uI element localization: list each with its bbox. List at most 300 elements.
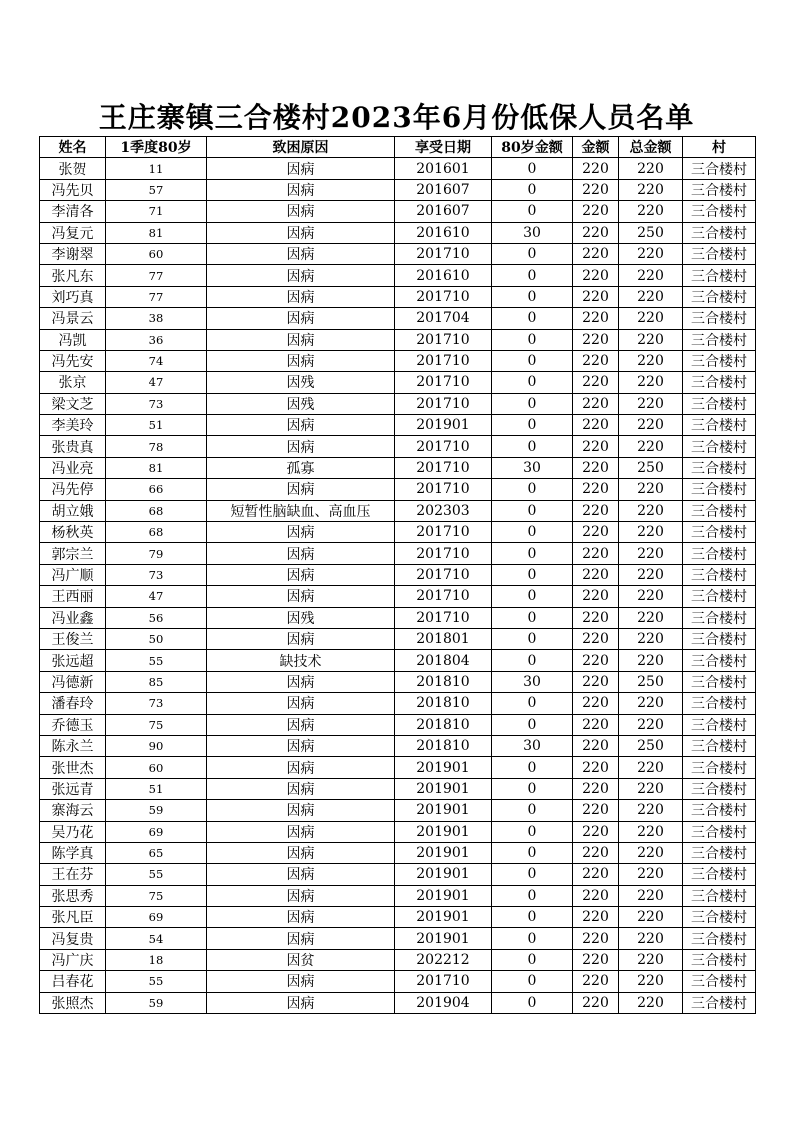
cell-poverty-cause: 因病 <box>207 628 395 649</box>
cell-age80-amount: 0 <box>492 179 573 200</box>
cell-village: 三合楼村 <box>683 479 756 500</box>
cell-start-date: 201901 <box>395 885 492 906</box>
cell-amount: 220 <box>573 778 619 799</box>
cell-total-amount: 220 <box>619 650 683 671</box>
cell-total-amount: 220 <box>619 479 683 500</box>
cell-village: 三合楼村 <box>683 543 756 564</box>
cell-age80-amount: 0 <box>492 757 573 778</box>
cell-age80-amount: 0 <box>492 265 573 286</box>
cell-total-amount: 220 <box>619 179 683 200</box>
cell-village: 三合楼村 <box>683 928 756 949</box>
table-row <box>40 885 756 906</box>
cell-village: 三合楼村 <box>683 885 756 906</box>
cell-name: 李谢翠 <box>40 243 106 264</box>
cell-village: 三合楼村 <box>683 714 756 735</box>
cell-q1-80: 66 <box>106 479 207 500</box>
table-row <box>40 158 756 179</box>
cell-poverty-cause: 因病 <box>207 564 395 585</box>
cell-poverty-cause: 因病 <box>207 992 395 1013</box>
cell-age80-amount: 0 <box>492 500 573 521</box>
cell-age80-amount: 30 <box>492 671 573 692</box>
cell-total-amount: 220 <box>619 928 683 949</box>
cell-total-amount: 220 <box>619 842 683 863</box>
cell-village: 三合楼村 <box>683 243 756 264</box>
cell-age80-amount: 0 <box>492 436 573 457</box>
table-row <box>40 778 756 799</box>
cell-amount: 220 <box>573 179 619 200</box>
cell-name: 王西丽 <box>40 586 106 607</box>
cell-start-date: 201710 <box>395 586 492 607</box>
cell-poverty-cause: 缺技术 <box>207 650 395 671</box>
cell-start-date: 201710 <box>395 564 492 585</box>
cell-total-amount: 220 <box>619 350 683 371</box>
cell-name: 王俊兰 <box>40 628 106 649</box>
cell-poverty-cause: 因病 <box>207 821 395 842</box>
cell-total-amount: 220 <box>619 757 683 778</box>
cell-name: 张远超 <box>40 650 106 671</box>
cell-village: 三合楼村 <box>683 265 756 286</box>
cell-amount: 220 <box>573 308 619 329</box>
cell-q1-80: 73 <box>106 693 207 714</box>
cell-q1-80: 56 <box>106 607 207 628</box>
cell-poverty-cause: 短暂性脑缺血、高血压 <box>207 500 395 521</box>
cell-name: 冯复元 <box>40 222 106 243</box>
cell-poverty-cause: 因病 <box>207 415 395 436</box>
cell-amount: 220 <box>573 436 619 457</box>
cell-poverty-cause: 因病 <box>207 735 395 756</box>
cell-total-amount: 220 <box>619 372 683 393</box>
cell-poverty-cause: 因病 <box>207 971 395 992</box>
cell-name: 张京 <box>40 372 106 393</box>
cell-village: 三合楼村 <box>683 586 756 607</box>
cell-start-date: 201901 <box>395 757 492 778</box>
cell-start-date: 201710 <box>395 607 492 628</box>
cell-q1-80: 81 <box>106 222 207 243</box>
cell-age80-amount: 0 <box>492 650 573 671</box>
cell-start-date: 201901 <box>395 928 492 949</box>
cell-village: 三合楼村 <box>683 393 756 414</box>
table-row <box>40 949 756 970</box>
cell-age80-amount: 0 <box>492 928 573 949</box>
cell-poverty-cause: 孤寡 <box>207 457 395 478</box>
cell-poverty-cause: 因病 <box>207 907 395 928</box>
cell-name: 寨海云 <box>40 800 106 821</box>
table-row <box>40 842 756 863</box>
cell-start-date: 201704 <box>395 308 492 329</box>
cell-q1-80: 65 <box>106 842 207 863</box>
cell-total-amount: 220 <box>619 286 683 307</box>
cell-name: 乔德玉 <box>40 714 106 735</box>
cell-name: 梁文芝 <box>40 393 106 414</box>
cell-name: 冯凯 <box>40 329 106 350</box>
cell-village: 三合楼村 <box>683 949 756 970</box>
cell-age80-amount: 0 <box>492 158 573 179</box>
cell-age80-amount: 30 <box>492 222 573 243</box>
cell-age80-amount: 0 <box>492 586 573 607</box>
cell-age80-amount: 0 <box>492 842 573 863</box>
cell-age80-amount: 30 <box>492 457 573 478</box>
subsistence-roster-table <box>39 136 756 1014</box>
cell-amount: 220 <box>573 286 619 307</box>
cell-total-amount: 220 <box>619 415 683 436</box>
cell-q1-80: 11 <box>106 158 207 179</box>
table-row <box>40 821 756 842</box>
cell-name: 张贵真 <box>40 436 106 457</box>
cell-poverty-cause: 因病 <box>207 222 395 243</box>
cell-name: 张照杰 <box>40 992 106 1013</box>
cell-total-amount: 220 <box>619 907 683 928</box>
cell-start-date: 201601 <box>395 158 492 179</box>
cell-start-date: 201710 <box>395 479 492 500</box>
cell-start-date: 201901 <box>395 800 492 821</box>
cell-start-date: 201810 <box>395 671 492 692</box>
cell-total-amount: 220 <box>619 885 683 906</box>
cell-amount: 220 <box>573 693 619 714</box>
cell-age80-amount: 0 <box>492 415 573 436</box>
table-header-row <box>40 137 756 158</box>
cell-age80-amount: 0 <box>492 243 573 264</box>
cell-name: 张远青 <box>40 778 106 799</box>
document-title: 王庄寨镇三合楼村2023年6月份低保人员名单 <box>98 101 695 134</box>
cell-start-date: 201904 <box>395 992 492 1013</box>
cell-q1-80: 60 <box>106 243 207 264</box>
cell-village: 三合楼村 <box>683 907 756 928</box>
cell-age80-amount: 0 <box>492 949 573 970</box>
cell-q1-80: 69 <box>106 821 207 842</box>
cell-total-amount: 220 <box>619 543 683 564</box>
cell-q1-80: 55 <box>106 864 207 885</box>
table-row <box>40 800 756 821</box>
cell-name: 张凡臣 <box>40 907 106 928</box>
cell-start-date: 201610 <box>395 265 492 286</box>
cell-poverty-cause: 因病 <box>207 329 395 350</box>
cell-name: 冯德新 <box>40 671 106 692</box>
cell-total-amount: 220 <box>619 778 683 799</box>
cell-q1-80: 59 <box>106 800 207 821</box>
cell-poverty-cause: 因病 <box>207 778 395 799</box>
cell-age80-amount: 0 <box>492 201 573 222</box>
cell-amount: 220 <box>573 500 619 521</box>
cell-total-amount: 220 <box>619 971 683 992</box>
cell-q1-80: 69 <box>106 907 207 928</box>
cell-q1-80: 38 <box>106 308 207 329</box>
cell-name: 潘春玲 <box>40 693 106 714</box>
cell-total-amount: 220 <box>619 201 683 222</box>
cell-start-date: 202303 <box>395 500 492 521</box>
cell-total-amount: 220 <box>619 243 683 264</box>
cell-poverty-cause: 因残 <box>207 607 395 628</box>
cell-poverty-cause: 因病 <box>207 201 395 222</box>
cell-age80-amount: 0 <box>492 479 573 500</box>
cell-name: 陈永兰 <box>40 735 106 756</box>
cell-total-amount: 220 <box>619 265 683 286</box>
table-row <box>40 607 756 628</box>
cell-amount: 220 <box>573 992 619 1013</box>
cell-age80-amount: 0 <box>492 693 573 714</box>
cell-q1-80: 75 <box>106 885 207 906</box>
cell-poverty-cause: 因病 <box>207 671 395 692</box>
cell-age80-amount: 0 <box>492 522 573 543</box>
cell-start-date: 201710 <box>395 372 492 393</box>
cell-village: 三合楼村 <box>683 864 756 885</box>
table-row <box>40 243 756 264</box>
cell-village: 三合楼村 <box>683 778 756 799</box>
cell-q1-80: 68 <box>106 500 207 521</box>
header-village: 村 <box>683 137 756 158</box>
cell-name: 冯景云 <box>40 308 106 329</box>
cell-total-amount: 250 <box>619 735 683 756</box>
cell-name: 张贺 <box>40 158 106 179</box>
header-start-date: 享受日期 <box>395 137 492 158</box>
cell-start-date: 201710 <box>395 329 492 350</box>
cell-poverty-cause: 因病 <box>207 286 395 307</box>
cell-village: 三合楼村 <box>683 971 756 992</box>
cell-total-amount: 220 <box>619 564 683 585</box>
cell-amount: 220 <box>573 800 619 821</box>
cell-amount: 220 <box>573 842 619 863</box>
cell-village: 三合楼村 <box>683 457 756 478</box>
cell-q1-80: 77 <box>106 286 207 307</box>
cell-total-amount: 220 <box>619 500 683 521</box>
cell-poverty-cause: 因病 <box>207 158 395 179</box>
cell-name: 冯复贵 <box>40 928 106 949</box>
cell-poverty-cause: 因病 <box>207 543 395 564</box>
cell-poverty-cause: 因病 <box>207 436 395 457</box>
cell-age80-amount: 0 <box>492 393 573 414</box>
cell-age80-amount: 0 <box>492 372 573 393</box>
cell-start-date: 201607 <box>395 179 492 200</box>
cell-name: 王在芬 <box>40 864 106 885</box>
cell-total-amount: 220 <box>619 329 683 350</box>
cell-poverty-cause: 因病 <box>207 885 395 906</box>
table-row <box>40 179 756 200</box>
header-q1-80: 1季度80岁 <box>106 137 207 158</box>
cell-amount: 220 <box>573 543 619 564</box>
cell-start-date: 201710 <box>395 457 492 478</box>
table-row <box>40 436 756 457</box>
cell-q1-80: 81 <box>106 457 207 478</box>
cell-q1-80: 51 <box>106 778 207 799</box>
cell-poverty-cause: 因病 <box>207 243 395 264</box>
cell-village: 三合楼村 <box>683 607 756 628</box>
cell-amount: 220 <box>573 457 619 478</box>
cell-amount: 220 <box>573 586 619 607</box>
cell-village: 三合楼村 <box>683 564 756 585</box>
cell-age80-amount: 0 <box>492 971 573 992</box>
cell-name: 张世杰 <box>40 757 106 778</box>
cell-village: 三合楼村 <box>683 372 756 393</box>
cell-name: 张思秀 <box>40 885 106 906</box>
table-row <box>40 864 756 885</box>
cell-age80-amount: 0 <box>492 543 573 564</box>
table-row <box>40 479 756 500</box>
cell-start-date: 201901 <box>395 778 492 799</box>
cell-amount: 220 <box>573 821 619 842</box>
cell-amount: 220 <box>573 671 619 692</box>
cell-start-date: 201610 <box>395 222 492 243</box>
cell-name: 吴乃花 <box>40 821 106 842</box>
cell-poverty-cause: 因病 <box>207 350 395 371</box>
cell-name: 冯业鑫 <box>40 607 106 628</box>
cell-poverty-cause: 因病 <box>207 265 395 286</box>
cell-age80-amount: 0 <box>492 714 573 735</box>
header-poverty-cause: 致困原因 <box>207 137 395 158</box>
cell-total-amount: 220 <box>619 586 683 607</box>
cell-q1-80: 60 <box>106 757 207 778</box>
cell-q1-80: 55 <box>106 971 207 992</box>
cell-start-date: 201710 <box>395 393 492 414</box>
table-row <box>40 457 756 478</box>
cell-total-amount: 220 <box>619 308 683 329</box>
cell-poverty-cause: 因残 <box>207 372 395 393</box>
cell-total-amount: 220 <box>619 864 683 885</box>
cell-q1-80: 75 <box>106 714 207 735</box>
table-row <box>40 265 756 286</box>
table-row <box>40 757 756 778</box>
cell-poverty-cause: 因病 <box>207 928 395 949</box>
cell-total-amount: 220 <box>619 522 683 543</box>
cell-name: 冯广庆 <box>40 949 106 970</box>
cell-total-amount: 250 <box>619 671 683 692</box>
cell-amount: 220 <box>573 329 619 350</box>
cell-q1-80: 51 <box>106 415 207 436</box>
cell-age80-amount: 0 <box>492 607 573 628</box>
cell-age80-amount: 0 <box>492 564 573 585</box>
table-row <box>40 286 756 307</box>
cell-age80-amount: 0 <box>492 885 573 906</box>
cell-name: 冯先贝 <box>40 179 106 200</box>
cell-age80-amount: 0 <box>492 864 573 885</box>
table-row <box>40 543 756 564</box>
cell-q1-80: 59 <box>106 992 207 1013</box>
cell-name: 张凡东 <box>40 265 106 286</box>
cell-amount: 220 <box>573 222 619 243</box>
cell-q1-80: 50 <box>106 628 207 649</box>
cell-village: 三合楼村 <box>683 329 756 350</box>
table-body <box>40 158 756 1014</box>
cell-q1-80: 79 <box>106 543 207 564</box>
cell-q1-80: 73 <box>106 564 207 585</box>
header-amount: 金额 <box>573 137 619 158</box>
cell-total-amount: 220 <box>619 158 683 179</box>
cell-village: 三合楼村 <box>683 500 756 521</box>
cell-village: 三合楼村 <box>683 179 756 200</box>
cell-start-date: 201810 <box>395 735 492 756</box>
cell-age80-amount: 0 <box>492 329 573 350</box>
cell-start-date: 201901 <box>395 821 492 842</box>
cell-village: 三合楼村 <box>683 350 756 371</box>
table-row <box>40 201 756 222</box>
cell-amount: 220 <box>573 650 619 671</box>
cell-total-amount: 220 <box>619 607 683 628</box>
cell-amount: 220 <box>573 949 619 970</box>
cell-amount: 220 <box>573 607 619 628</box>
cell-amount: 220 <box>573 864 619 885</box>
cell-amount: 220 <box>573 158 619 179</box>
cell-poverty-cause: 因病 <box>207 693 395 714</box>
cell-amount: 220 <box>573 522 619 543</box>
cell-poverty-cause: 因病 <box>207 522 395 543</box>
table-row <box>40 350 756 371</box>
cell-q1-80: 68 <box>106 522 207 543</box>
cell-name: 冯先停 <box>40 479 106 500</box>
cell-amount: 220 <box>573 628 619 649</box>
cell-total-amount: 220 <box>619 628 683 649</box>
table-row <box>40 650 756 671</box>
cell-poverty-cause: 因病 <box>207 757 395 778</box>
cell-total-amount: 250 <box>619 222 683 243</box>
cell-q1-80: 55 <box>106 650 207 671</box>
cell-q1-80: 57 <box>106 179 207 200</box>
cell-village: 三合楼村 <box>683 286 756 307</box>
cell-amount: 220 <box>573 885 619 906</box>
cell-age80-amount: 0 <box>492 778 573 799</box>
cell-q1-80: 18 <box>106 949 207 970</box>
cell-start-date: 202212 <box>395 949 492 970</box>
cell-total-amount: 220 <box>619 436 683 457</box>
cell-amount: 220 <box>573 735 619 756</box>
cell-village: 三合楼村 <box>683 415 756 436</box>
cell-amount: 220 <box>573 757 619 778</box>
cell-start-date: 201901 <box>395 842 492 863</box>
cell-start-date: 201801 <box>395 628 492 649</box>
cell-poverty-cause: 因病 <box>207 800 395 821</box>
cell-start-date: 201804 <box>395 650 492 671</box>
cell-village: 三合楼村 <box>683 992 756 1013</box>
cell-village: 三合楼村 <box>683 201 756 222</box>
cell-start-date: 201810 <box>395 693 492 714</box>
cell-q1-80: 47 <box>106 586 207 607</box>
cell-q1-80: 47 <box>106 372 207 393</box>
cell-name: 李美玲 <box>40 415 106 436</box>
cell-village: 三合楼村 <box>683 308 756 329</box>
table-row <box>40 971 756 992</box>
cell-amount: 220 <box>573 265 619 286</box>
table-row <box>40 714 756 735</box>
cell-village: 三合楼村 <box>683 436 756 457</box>
cell-start-date: 201901 <box>395 864 492 885</box>
cell-village: 三合楼村 <box>683 222 756 243</box>
cell-amount: 220 <box>573 971 619 992</box>
table-row <box>40 992 756 1013</box>
cell-q1-80: 54 <box>106 928 207 949</box>
cell-age80-amount: 0 <box>492 308 573 329</box>
cell-village: 三合楼村 <box>683 693 756 714</box>
cell-name: 郭宗兰 <box>40 543 106 564</box>
table-row <box>40 628 756 649</box>
cell-name: 杨秋英 <box>40 522 106 543</box>
cell-start-date: 201901 <box>395 415 492 436</box>
cell-poverty-cause: 因残 <box>207 393 395 414</box>
cell-age80-amount: 0 <box>492 821 573 842</box>
table-row <box>40 564 756 585</box>
cell-total-amount: 220 <box>619 949 683 970</box>
cell-q1-80: 73 <box>106 393 207 414</box>
cell-poverty-cause: 因病 <box>207 714 395 735</box>
cell-total-amount: 220 <box>619 714 683 735</box>
cell-start-date: 201710 <box>395 543 492 564</box>
cell-start-date: 201710 <box>395 243 492 264</box>
table-row <box>40 586 756 607</box>
cell-total-amount: 220 <box>619 693 683 714</box>
table-row <box>40 415 756 436</box>
cell-amount: 220 <box>573 393 619 414</box>
cell-age80-amount: 0 <box>492 286 573 307</box>
cell-age80-amount: 0 <box>492 800 573 821</box>
cell-q1-80: 36 <box>106 329 207 350</box>
cell-q1-80: 85 <box>106 671 207 692</box>
cell-village: 三合楼村 <box>683 671 756 692</box>
